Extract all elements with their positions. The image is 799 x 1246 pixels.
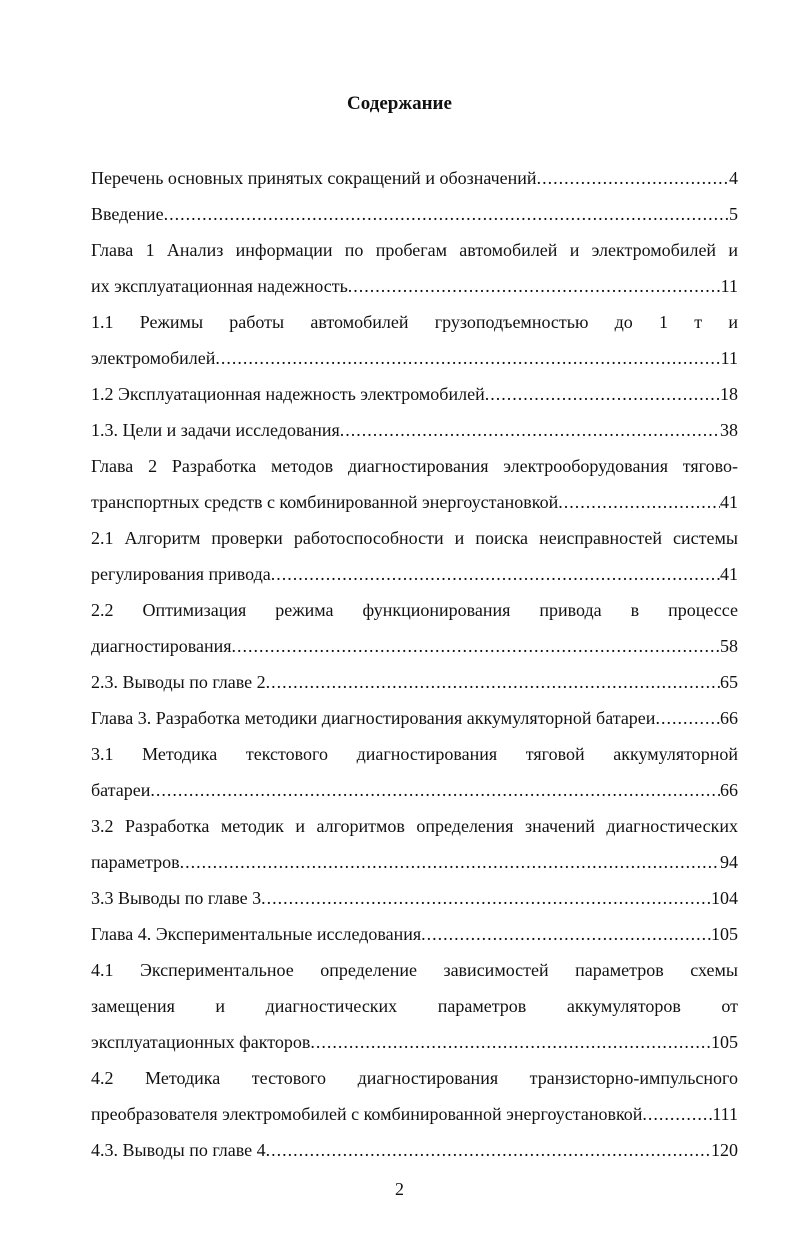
toc-dot-leader bbox=[266, 664, 720, 700]
toc-entry bbox=[91, 916, 738, 952]
toc-dot-leader bbox=[266, 1132, 711, 1168]
toc-page-number: 66 bbox=[720, 708, 738, 728]
toc-page-number: 66 bbox=[720, 780, 738, 800]
toc-entry bbox=[91, 664, 738, 700]
toc-entry bbox=[91, 880, 738, 916]
toc-page-number: 111 bbox=[712, 1104, 738, 1124]
toc-entry bbox=[91, 844, 738, 880]
toc-entry-title: транспортных средств с комбинированной энергоустановкой bbox=[91, 492, 559, 512]
toc-entry-title: Введение bbox=[91, 204, 164, 224]
toc-entry bbox=[91, 484, 738, 520]
toc-entry bbox=[91, 1132, 738, 1168]
toc-entry-title: параметров bbox=[91, 852, 180, 872]
toc-entry-title: электромобилей bbox=[91, 348, 216, 368]
toc-dot-leader bbox=[537, 160, 729, 196]
toc-entry-line: 2.2 Оптимизация режима функционирования привода в процессе bbox=[91, 600, 738, 620]
page-number: 2 bbox=[395, 1179, 404, 1199]
toc-page-number: 120 bbox=[711, 1140, 738, 1160]
toc-entry-title: Глава 4. Экспериментальные исследования bbox=[91, 924, 422, 944]
toc-page-number: 18 bbox=[720, 384, 738, 404]
toc-page-number: 58 bbox=[720, 636, 738, 656]
toc-entry-title: Глава 3. Разработка методики диагностирования аккумуляторной батареи bbox=[91, 708, 656, 728]
toc-page-number: 105 bbox=[711, 1032, 738, 1052]
toc-entry-title: их эксплуатационная надежность bbox=[91, 276, 348, 296]
toc-page-number: 38 bbox=[720, 420, 738, 440]
toc-dot-leader bbox=[180, 844, 720, 880]
toc-entry-line: 2.1 Алгоритм проверки работоспособности и поиска неисправностей системы bbox=[91, 528, 738, 548]
toc-entry-title: 1.2 Эксплуатационная надежность электромобилей bbox=[91, 384, 485, 404]
toc-entry-title: преобразователя электромобилей с комбинированной энергоустановкой bbox=[91, 1104, 643, 1124]
toc-entry-title: 2.3. Выводы по главе 2 bbox=[91, 672, 266, 692]
toc-dot-leader bbox=[340, 412, 720, 448]
toc-entry bbox=[91, 1096, 738, 1132]
toc-entry-title: 4.3. Выводы по главе 4 bbox=[91, 1140, 266, 1160]
toc-dot-leader bbox=[655, 700, 720, 736]
toc-page-number: 65 bbox=[720, 672, 738, 692]
toc-dot-leader bbox=[642, 1096, 712, 1132]
toc-entry bbox=[91, 160, 738, 196]
page-title: Содержание bbox=[347, 93, 452, 114]
toc-entry bbox=[91, 772, 738, 808]
toc-entry bbox=[91, 268, 738, 304]
toc-entry-title: 3.3 Выводы по главе 3 bbox=[91, 888, 262, 908]
toc-page-number: 4 bbox=[729, 168, 738, 188]
toc-entry-title: эксплуатационных факторов bbox=[91, 1032, 311, 1052]
toc-entry-title: 1.3. Цели и задачи исследования bbox=[91, 420, 340, 440]
toc-dot-leader bbox=[310, 1024, 711, 1060]
toc-dot-leader bbox=[348, 268, 721, 304]
toc-dot-leader bbox=[485, 376, 720, 412]
toc-page-number: 5 bbox=[729, 204, 738, 224]
toc-page-number: 105 bbox=[711, 924, 738, 944]
toc-dot-leader bbox=[271, 556, 720, 592]
toc-page-number: 104 bbox=[711, 888, 738, 908]
toc-page-number: 41 bbox=[720, 492, 738, 512]
toc-entry bbox=[91, 700, 738, 736]
toc-entry bbox=[91, 196, 738, 232]
toc-entry bbox=[91, 412, 738, 448]
toc-entry-line: Глава 2 Разработка методов диагностирования электрооборудования тягово- bbox=[91, 456, 738, 476]
toc-entry-line: 1.1 Режимы работы автомобилей грузоподъемностью до 1 т и bbox=[91, 312, 738, 332]
toc-page-number: 11 bbox=[720, 348, 738, 368]
toc-entry-line: 4.2 Методика тестового диагностирования транзисторно-импульсного bbox=[91, 1068, 738, 1088]
toc-entry bbox=[91, 1024, 738, 1060]
toc-page-number: 94 bbox=[720, 852, 738, 872]
toc-dot-leader bbox=[164, 196, 729, 232]
toc-entry bbox=[91, 340, 738, 376]
toc-entry-title: батареи bbox=[91, 780, 151, 800]
table-of-contents bbox=[91, 160, 738, 1168]
toc-dot-leader bbox=[232, 628, 720, 664]
toc-dot-leader bbox=[215, 340, 720, 376]
toc-entry-line: Глава 1 Анализ информации по пробегам автомобилей и электромобилей и bbox=[91, 240, 738, 260]
toc-entry-title: диагностирования bbox=[91, 636, 232, 656]
toc-entry-line: 4.1 Экспериментальное определение зависимостей параметров схемы bbox=[91, 960, 738, 980]
toc-entry-line: замещения и диагностических параметров аккумуляторов от bbox=[91, 996, 738, 1016]
toc-dot-leader bbox=[421, 916, 711, 952]
toc-entry-line: 3.1 Методика текстового диагностирования тяговой аккумуляторной bbox=[91, 744, 738, 764]
toc-dot-leader bbox=[150, 772, 720, 808]
toc-dot-leader bbox=[558, 484, 720, 520]
toc-dot-leader bbox=[261, 880, 711, 916]
toc-page-number: 11 bbox=[720, 276, 738, 296]
toc-entry bbox=[91, 628, 738, 664]
toc-entry-line: 3.2 Разработка методик и алгоритмов определения значений диагностических bbox=[91, 816, 738, 836]
toc-page-number: 41 bbox=[720, 564, 738, 584]
toc-entry bbox=[91, 556, 738, 592]
toc-entry bbox=[91, 376, 738, 412]
toc-entry-title: Перечень основных принятых сокращений и обозначений bbox=[91, 168, 537, 188]
toc-entry-title: регулирования привода bbox=[91, 564, 271, 584]
